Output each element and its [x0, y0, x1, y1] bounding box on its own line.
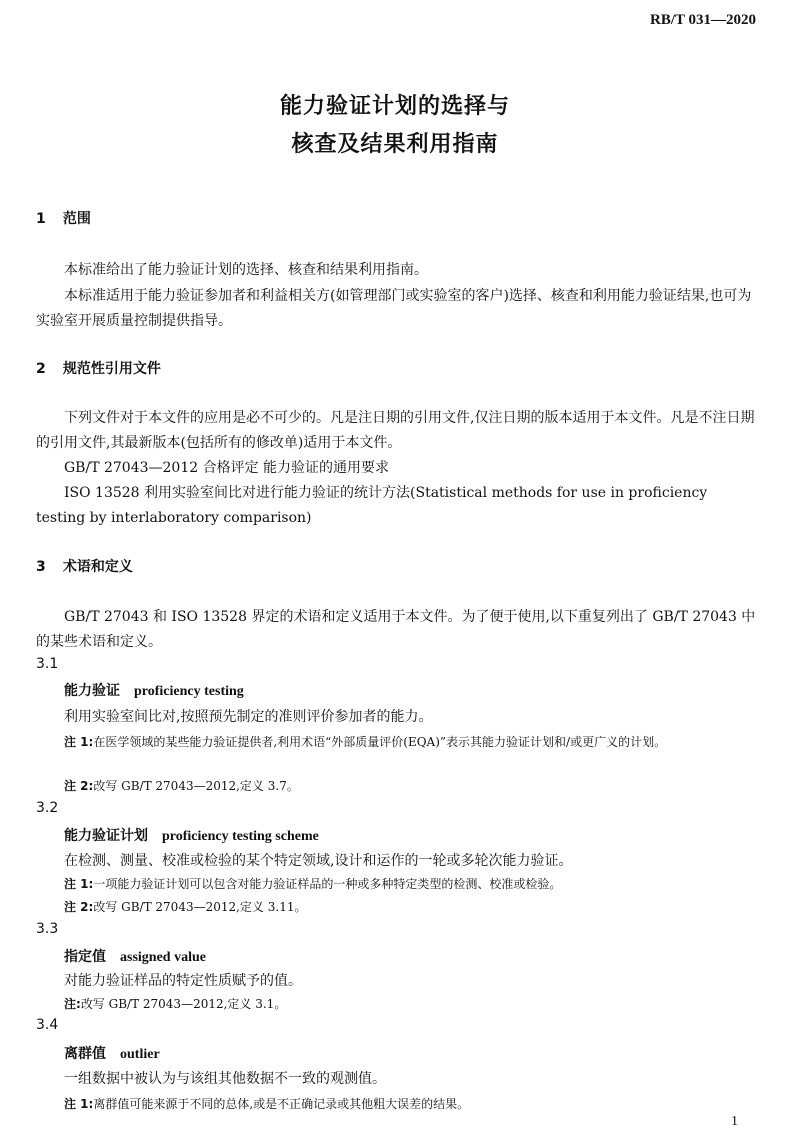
section-title: 规范性引用文件	[62, 361, 161, 377]
note-text: 在医学领域的某些能力验证提供者,利用术语“外部质量评价(EQA)”表示其能力验证计划和/或更广义的计划。	[93, 735, 667, 749]
page-number: 1	[731, 1114, 738, 1129]
term-number: 3.4	[36, 1017, 59, 1033]
term-zh: 指定值	[64, 949, 106, 965]
note-label: 注 2:	[64, 779, 94, 793]
section-3-para-1: GB/T 27043 和 ISO 13528 界定的术语和定义适用于本文件。为了便于使用,以下重复列出了 GB/T 27043 中的某些术语和定义。	[36, 609, 756, 650]
term-heading	[64, 946, 206, 966]
term-heading	[64, 1043, 160, 1063]
note-label: 注 2:	[64, 900, 94, 914]
term-zh: 能力验证	[64, 683, 120, 699]
title-line-1: 能力验证计划的选择与	[279, 94, 510, 119]
term-note-1	[64, 730, 758, 754]
note-label: 注 1:	[64, 1097, 94, 1111]
term-definition: 利用实验室间比对,按照预先制定的准则评价参加者的能力。	[64, 709, 433, 725]
term-note-1	[64, 1092, 758, 1116]
section-title: 术语和定义	[62, 559, 133, 575]
normative-reference-2: ISO 13528 利用实验室间比对进行能力验证的统计方法(Statistical methods for use in proficiency testing by interlaboratory comparison)	[36, 485, 708, 526]
standard-code: RB/T 031—2020	[650, 12, 756, 28]
normative-reference-1: GB/T 27043—2012 合格评定 能力验证的通用要求	[64, 460, 390, 476]
term-heading	[64, 825, 319, 845]
section-1-para-1: 本标准给出了能力验证计划的选择、核查和结果利用指南。	[64, 262, 428, 278]
term-en: proficiency testing	[134, 684, 244, 699]
term-note-2	[64, 774, 758, 798]
section-3-heading	[36, 556, 133, 576]
term-en: outlier	[120, 1047, 160, 1062]
note-label: 注 1:	[64, 877, 94, 891]
term-number: 3.3	[36, 921, 59, 937]
term-zh: 能力验证计划	[64, 828, 148, 844]
note-label: 注 1:	[64, 735, 94, 749]
term-en: proficiency testing scheme	[162, 829, 319, 844]
note-text: 一项能力验证计划可以包含对能力验证样品的一种或多种特定类型的检测、校准或检验。	[93, 877, 562, 891]
term-zh: 离群值	[64, 1046, 106, 1062]
section-1-para-2: 本标准适用于能力验证参加者和利益相关方(如管理部门或实验室的客户)选择、核查和利用能力验证结果,也可为实验室开展质量控制提供指导。	[36, 288, 752, 329]
note-text: 改写 GB/T 27043—2012,定义 3.11。	[93, 900, 307, 914]
note-text: 离群值可能来源于不同的总体,或是不正确记录或其他粗大误差的结果。	[93, 1097, 470, 1111]
term-definition: 一组数据中被认为与该组其他数据不一致的观测值。	[64, 1071, 386, 1087]
section-title: 范围	[62, 211, 91, 227]
section-2-heading	[36, 358, 161, 378]
term-number: 3.2	[36, 800, 59, 816]
section-2-para-1: 下列文件对于本文件的应用是必不可少的。凡是注日期的引用文件,仅注日期的版本适用于本文件。凡是不注日期的引用文件,其最新版本(包括所有的修改单)适用于本文件。	[36, 410, 755, 451]
section-number: 2	[36, 361, 46, 377]
term-number: 3.1	[36, 656, 59, 672]
term-note	[64, 992, 758, 1016]
document-title	[0, 88, 790, 164]
section-number: 1	[36, 211, 46, 227]
term-definition: 对能力验证样品的特定性质赋予的值。	[64, 973, 302, 989]
note-text: 改写 GB/T 27043—2012,定义 3.7。	[93, 779, 299, 793]
term-heading	[64, 680, 244, 700]
term-definition: 在检测、测量、校准或检验的某个特定领域,设计和运作的一轮或多轮次能力验证。	[64, 853, 573, 869]
term-note-2	[64, 895, 758, 919]
note-text: 改写 GB/T 27043—2012,定义 3.1。	[80, 997, 287, 1011]
term-note-1	[64, 872, 758, 896]
section-1-heading	[36, 208, 91, 228]
term-en: assigned value	[120, 950, 206, 965]
section-number: 3	[36, 559, 46, 575]
note-label: 注:	[64, 997, 81, 1011]
title-line-2: 核查及结果利用指南	[291, 132, 499, 157]
